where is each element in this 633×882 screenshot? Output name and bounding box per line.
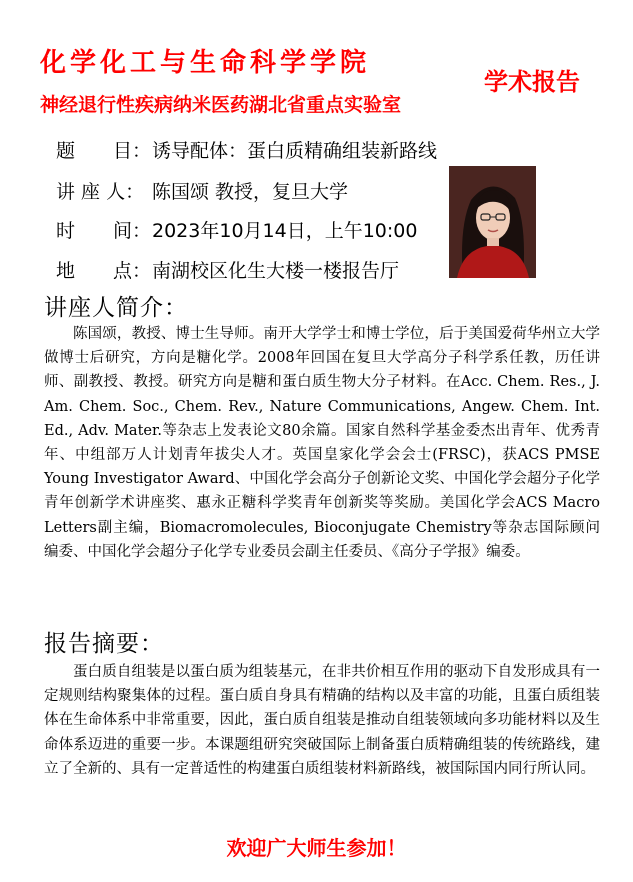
topic-row [56,136,437,163]
bio-heading: 讲座人简介： [44,295,188,321]
place-value: 南湖校区化生大楼一楼报告厅 [152,260,400,282]
abstract-paragraph: 蛋白质自组装是以蛋白质为组装基元，在非共价相互作用的驱动下自发形成具有一定规则结构聚集体的过程。蛋白质自身具有精确的结构以及丰富的功能，且蛋白质组装体在生命体系中非常重要，因此，蛋白质自组装是推动自组装领域向多功能材料以及生命体系迈进的重要一步。本课题组研究突破国际上制备蛋白质精确组装的传统路线，建立了全新的、具有一定普适性的构建蛋白质组装材料新路线，被国际国内同行所认同。 [44,664,600,777]
lab-title: 神经退行性疾病纳米医药湖北省重点实验室 [40,94,402,116]
school-title: 化学化工与生命科学学院 [40,48,371,78]
speaker-row [56,177,348,204]
academic-report-badge: 学术报告 [484,68,580,96]
speaker-photo [449,166,536,278]
time-row [56,216,417,243]
topic-value: 诱导配体：蛋白质精确组装新路线 [152,140,438,162]
time-label: 时 间： [56,220,152,242]
welcome-message: 欢迎广大师生参加！ [226,836,407,860]
speaker-value: 陈国颂 教授，复旦大学 [152,181,349,203]
abstract-heading: 报告摘要： [44,631,164,657]
speaker-label: 讲 座 人： [56,181,145,203]
time-value: 2023年10月14日，上午10:00 [152,220,418,242]
place-row [56,256,399,283]
bio-paragraph: 陈国颂，教授、博士生导师。南开大学学士和博士学位，后于美国爱荷华州立大学做博士后研究，方向是糖化学。2008年回国在复旦大学高分子科学系任教，历任讲师、副教授、教授。研究方向是糖和蛋白质生物大分子材料。在Acc. Chem. Res., J. Am. Chem. Soc., Chem. Rev., Nature Communications, Angew. Chem. Int. Ed., Adv. Mater.等杂志上发表论文80余篇。国家自然科学基金委杰出青年、优秀青年、中组部万人计划青年拔尖人才。英国皇家化学会会士(FRSC)，获ACS PMSE Young Investigator Award、中国化学会高分子创新论文奖、中国化学会超分子化学青年创新学术讲座奖、惠永正糖科学奖青年创新奖等奖励。美国化学会ACS Macro Letters副主编，Biomacromolecules, Bioconjugate Chemistry等杂志国际顾问编委、中国化学会超分子化学专业委员会副主任委员、《高分子学报》编委。 [44,326,600,560]
place-label: 地 点： [56,260,152,282]
topic-label: 题 目： [56,140,152,162]
